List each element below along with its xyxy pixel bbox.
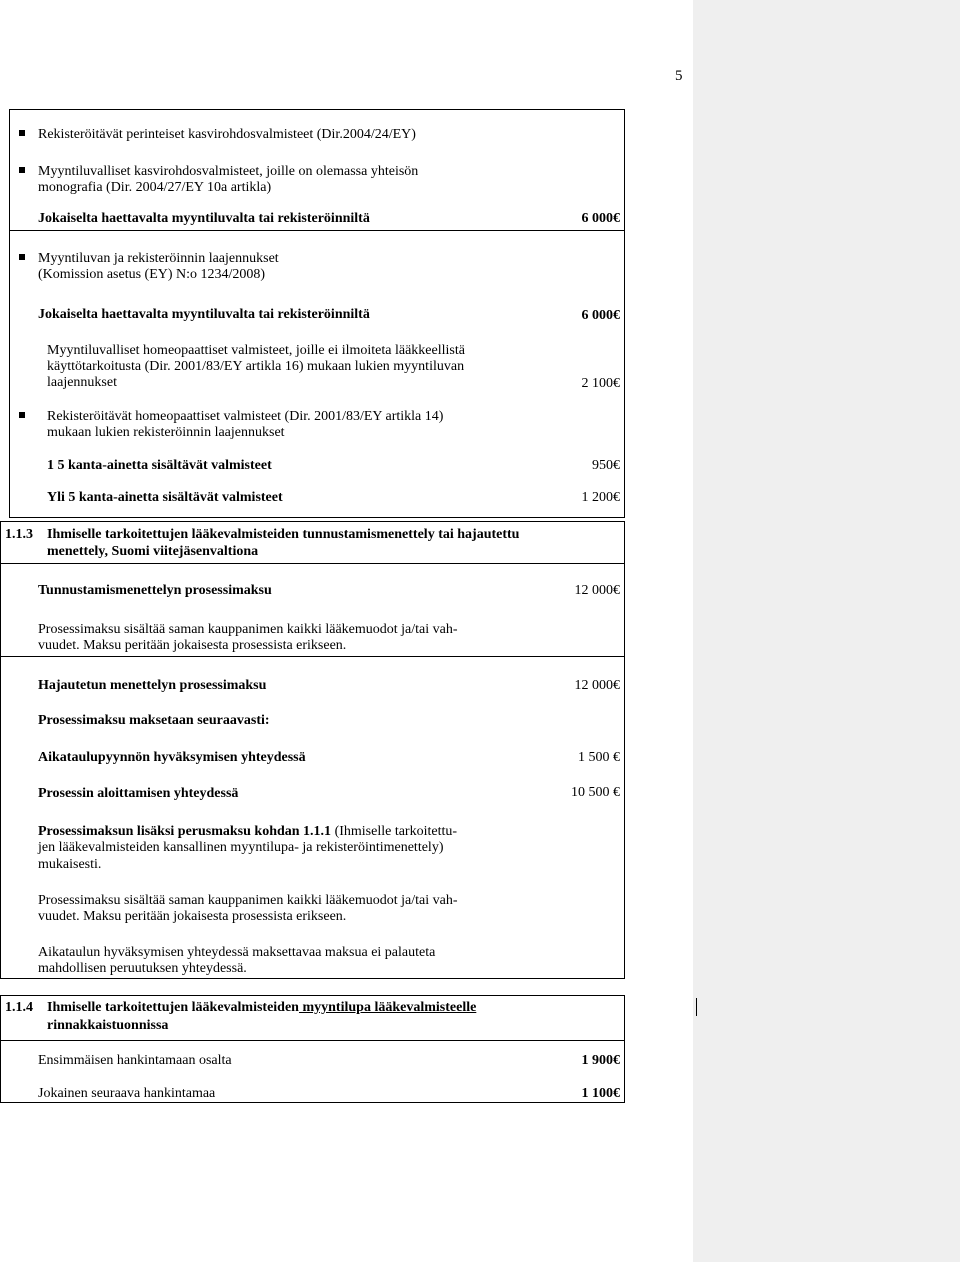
- fee-amount: 950€: [592, 458, 620, 473]
- fee-amount: 12 000€: [574, 583, 620, 598]
- note-text: mukaisesti.: [38, 857, 102, 872]
- comment-margin-panel: [693, 0, 960, 1262]
- note-text-bold: Prosessimaksun lisäksi perusmaksu kohdan 1.1.1: [38, 824, 332, 839]
- fee-amount: 1 200€: [581, 490, 620, 505]
- divider: [0, 563, 625, 564]
- section-heading: Ihmiselle tarkoitettujen lääkevalmisteiden tunnustamismenettely tai hajautettu: [47, 527, 520, 542]
- fee-row-label: Aikataulupyynnön hyväksymisen yhteydessä: [38, 750, 306, 765]
- note-text: Prosessimaksu sisältää saman kauppanimen kaikki lääkemuodot ja/tai vah-: [38, 893, 458, 908]
- fee-amount: 1 100€: [581, 1086, 620, 1101]
- fee-amount: 10 500 €: [571, 785, 620, 800]
- note-text: mahdollisen peruutuksen yhteydessä.: [38, 961, 247, 976]
- note-text: Aikataulun hyväksymisen yhteydessä maksettavaa maksua ei palauteta: [38, 945, 436, 960]
- fee-item: Myyntiluvalliset kasvirohdosvalmisteet, joille on olemassa yhteisön: [38, 164, 419, 179]
- divider: [0, 1040, 625, 1041]
- fee-row-label: Tunnustamismenettelyn prosessimaksu: [38, 583, 272, 598]
- section-number: 1.1.4: [5, 1000, 33, 1015]
- bullet-icon: [19, 254, 25, 260]
- bullet-icon: [19, 412, 25, 418]
- fee-item: laajennukset: [47, 375, 117, 390]
- fee-row-label: Jokaiselta haettavalta myyntiluvalta tai rekisteröinniltä: [38, 211, 370, 226]
- fee-amount: 2 100€: [581, 376, 620, 391]
- fee-row-label: Jokaiselta haettavalta myyntiluvalta tai rekisteröinniltä: [38, 307, 370, 322]
- bullet-icon: [19, 167, 25, 173]
- note-text: jen lääkevalmisteiden kansallinen myyntilupa- ja rekisteröintimenettely): [38, 840, 444, 855]
- divider: [0, 656, 625, 657]
- section-heading: menettely, Suomi viitejäsenvaltiona: [47, 544, 259, 559]
- fee-amount: 12 000€: [574, 678, 620, 693]
- fee-item: mukaan lukien rekisteröinnin laajennukset: [47, 425, 285, 440]
- fee-item: monografia (Dir. 2004/27/EY 10a artikla): [38, 180, 272, 195]
- fee-row-label: Ensimmäisen hankintamaan osalta: [38, 1053, 232, 1068]
- divider: [9, 230, 625, 231]
- page-number: 5: [675, 68, 683, 84]
- fee-row-label: Prosessin aloittamisen yhteydessä: [38, 786, 239, 801]
- fee-row-label: 1 5 kanta-ainetta sisältävät valmisteet: [47, 458, 272, 473]
- fee-row-label: Jokainen seuraava hankintamaa: [38, 1086, 216, 1101]
- section-heading: [47, 1000, 476, 1016]
- section-heading: rinnakkaistuonnissa: [47, 1018, 169, 1033]
- fee-row-label: Prosessimaksu maksetaan seuraavasti:: [38, 713, 270, 728]
- fee-amount: 1 900€: [581, 1053, 620, 1068]
- fee-amount: 1 500 €: [578, 750, 620, 765]
- fee-item: Rekisteröitävät homeopaattiset valmisteet (Dir. 2001/83/EY artikla 14): [47, 409, 444, 424]
- fee-item: Rekisteröitävät perinteiset kasvirohdosvalmisteet (Dir.2004/24/EY): [38, 127, 416, 142]
- note-text: vuudet. Maksu peritään jokaisesta prosessista erikseen.: [38, 638, 347, 653]
- fee-item: käyttötarkoitusta (Dir. 2001/83/EY artikla 16) mukaan lukien myyntiluvan: [47, 359, 465, 374]
- fee-item: Myyntiluvalliset homeopaattiset valmisteet, joille ei ilmoiteta lääkkeellistä: [47, 343, 465, 358]
- fee-amount: 6 000€: [581, 211, 620, 226]
- fee-item: (Komission asetus (EY) N:o 1234/2008): [38, 267, 266, 282]
- bullet-icon: [19, 130, 25, 136]
- note-text-rest: (Ihmiselle tarkoitettu-: [331, 824, 458, 839]
- fee-amount: 6 000€: [581, 308, 620, 323]
- note-text: vuudet. Maksu peritään jokaisesta prosessista erikseen.: [38, 909, 347, 924]
- section-heading-part: Ihmiselle tarkoitettujen lääkevalmisteiden: [47, 1000, 299, 1015]
- fee-row-label: Yli 5 kanta-ainetta sisältävät valmisteet: [47, 490, 283, 505]
- fee-item: Myyntiluvan ja rekisteröinnin laajennukset: [38, 251, 279, 266]
- section-number: 1.1.3: [5, 527, 33, 542]
- note-text: Prosessimaksu sisältää saman kauppanimen kaikki lääkemuodot ja/tai vah-: [38, 622, 458, 637]
- revision-bar: [696, 998, 697, 1016]
- section-heading-part: myyntilupa lääkevalmisteelle: [298, 1000, 477, 1015]
- note-text: [38, 824, 457, 840]
- fee-row-label: Hajautetun menettelyn prosessimaksu: [38, 678, 267, 693]
